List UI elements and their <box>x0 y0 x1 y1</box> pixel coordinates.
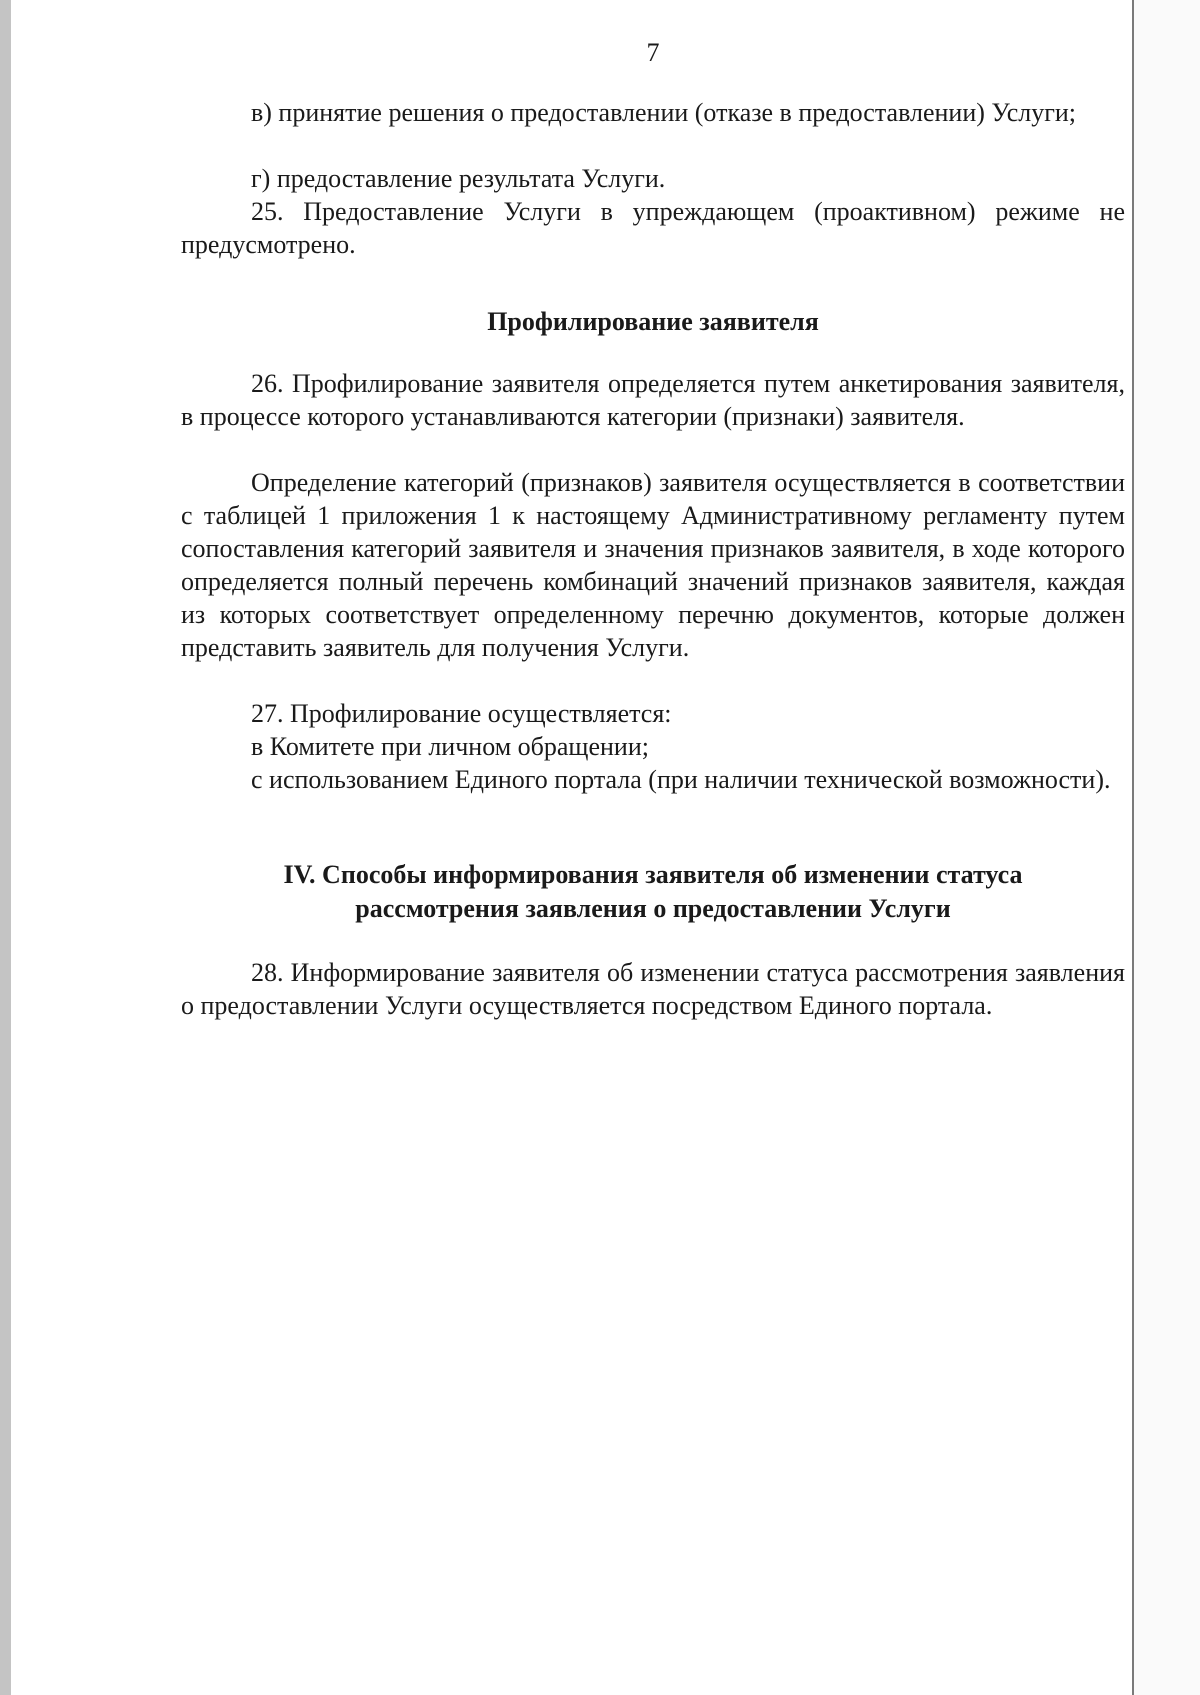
paragraph-27-option-committee: в Комитете при личном обращении; <box>251 732 649 761</box>
scan-left-margin-strip <box>0 0 11 1695</box>
section-heading-iv-line-2: рассмотрения заявления о предоставлении Услуги <box>355 894 951 923</box>
paragraph-26: 26. Профилирование заявителя определяется путем анкетирования заявителя, в процессе которого устанавливаются категории (признаки) заявителя. <box>181 369 1125 431</box>
paragraph-27-option-portal: с использованием Единого портала (при наличии технической возможности). <box>251 765 1111 794</box>
paragraph-26-continued: Определение категорий (признаков) заявителя осуществляется в соответствии с таблицей 1 приложения 1 к настоящему Административному регламенту путем сопоставления категорий заявителя и значения признаков заявителя, в ходе которого определяется полный перечень комбинаций значений признаков заявителя, каждая из которых соответствует определенному перечню документов, которые должен представить заявитель для получения Услуги. <box>181 468 1125 662</box>
scan-right-margin <box>1134 0 1200 1695</box>
list-item-v: в) принятие решения о предоставлении (отказе в предоставлении) Услуги; <box>251 98 1077 127</box>
page-number: 7 <box>646 38 660 67</box>
list-item-g: г) предоставление результата Услуги. <box>251 164 666 193</box>
paragraph-25: 25. Предоставление Услуги в упреждающем (проактивном) режиме не предусмотрено. <box>181 197 1125 259</box>
section-heading-profiling: Профилирование заявителя <box>487 307 819 336</box>
paragraph-27: 27. Профилирование осуществляется: <box>251 699 672 728</box>
paragraph-28: 28. Информирование заявителя об изменении статуса рассмотрения заявления о предоставлении Услуги осуществляется посредством Единого портала. <box>181 958 1125 1020</box>
section-heading-iv-line-1: IV. Способы информирования заявителя об изменении статуса <box>283 860 1023 889</box>
